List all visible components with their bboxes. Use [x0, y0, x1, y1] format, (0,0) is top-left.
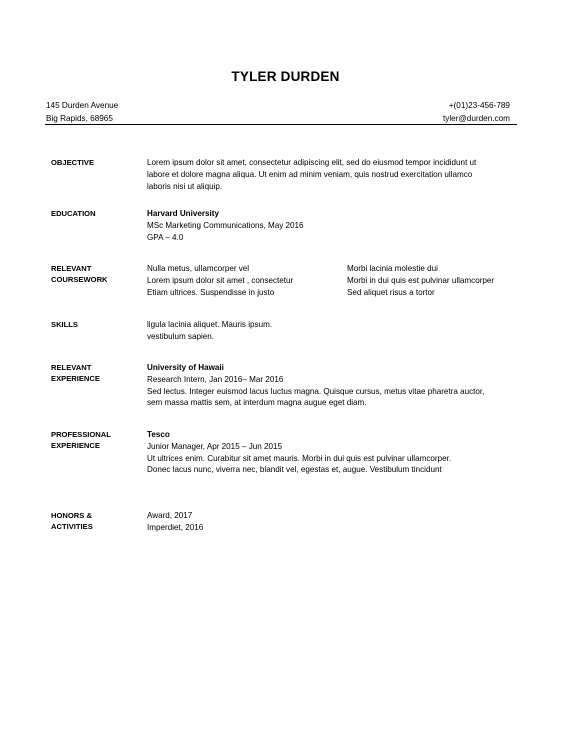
education-content [147, 208, 511, 243]
gpa: GPA – 4.0 [147, 232, 184, 242]
text-line: vestibulum sapien. [147, 331, 215, 341]
email-address: tyler@durden.com [442, 114, 510, 123]
text-line: Donec lacus nunc, viverra nec, blandit vel, egestas et, augue. Vestibulum tincidunt [147, 465, 442, 475]
section-label: OBJECTIVE [51, 158, 95, 167]
section-label [51, 263, 141, 285]
text-line: Lorem ipsum dolor sit amet, consectetur adipiscing elit, sed do eiusmod tempor incididunt ut [147, 158, 477, 167]
label-line: RELEVANT [51, 363, 92, 372]
label-line: ACTIVITIES [51, 522, 93, 531]
text-line: Sed lectus. Integer euismod lacus luctus magna. Quisque cursus, metus vitae pharetra auctor, [147, 386, 485, 396]
address-line-2: Big Rapids, 68965 [46, 114, 113, 123]
section-label: EDUCATION [51, 209, 96, 218]
course-item: Nulla metus, ullamcorper vel [147, 264, 250, 273]
honor-item: Imperdiet, 2016 [147, 522, 204, 532]
candidate-name: TYLER DURDEN [231, 69, 340, 84]
course-item: Lorem ipsum dolor sit amet , consectetur [147, 275, 294, 285]
section-label: SKILLS [51, 320, 79, 329]
organization-name: University of Hawaii [147, 363, 224, 372]
text-line: Ut ultrices enim. Curabitur sit amet mauris. Morbi in dui quis est pulvinar ullamcorper. [147, 453, 452, 463]
text-line: laboris nisi ut aliquip. [147, 181, 223, 191]
label-line: HONORS & [51, 511, 92, 520]
section-label [51, 362, 141, 384]
degree: MSc Marketing Communications, May 2016 [147, 220, 304, 230]
label-line: PROFESSIONAL [51, 430, 111, 439]
coursework-column-1 [147, 263, 347, 298]
address-line-1: 145 Durden Avenue [46, 101, 119, 110]
course-item: Morbi in dui quis est pulvinar ullamcorper [347, 275, 495, 285]
skills-content [147, 319, 511, 343]
professional-experience-content [147, 429, 511, 476]
section-label [51, 510, 141, 532]
contact-block [443, 99, 510, 125]
text-line: ligula lacinia aliquet. Mauris ipsum. [147, 320, 273, 329]
label-line: EXPERIENCE [51, 374, 100, 383]
phone-number: +(01)23-456-789 [448, 101, 510, 110]
header-divider [45, 124, 517, 125]
objective-text [147, 157, 511, 192]
label-line: EXPERIENCE [51, 441, 100, 450]
organization-name: Tesco [147, 430, 170, 439]
course-item: Morbi lacinia molestie dui [347, 264, 438, 273]
label-line: COURSEWORK [51, 275, 108, 284]
section-label [51, 429, 141, 451]
relevant-experience-content [147, 362, 511, 409]
honors-content [147, 510, 511, 534]
course-item: Sed aliquet risus a tortor [347, 287, 435, 297]
text-line: sem massa mattis sem, at interdum magna augue eget diam. [147, 398, 367, 408]
address-block [46, 99, 118, 125]
course-item: Etiam ultrices. Suspendisse in justo [147, 287, 275, 297]
honor-item: Award, 2017 [147, 511, 193, 520]
job-role: Junior Manager, Apr 2015 – Jun 2015 [147, 441, 282, 451]
text-line: labore et dolore magna aliqua. Ut enim ad minim veniam, quis nostrud exercitation ullamco [147, 169, 473, 179]
coursework-column-2 [347, 263, 517, 298]
job-role: Research Intern, Jan 2016– Mar 2016 [147, 374, 284, 384]
label-line: RELEVANT [51, 264, 92, 273]
school-name: Harvard University [147, 209, 219, 218]
